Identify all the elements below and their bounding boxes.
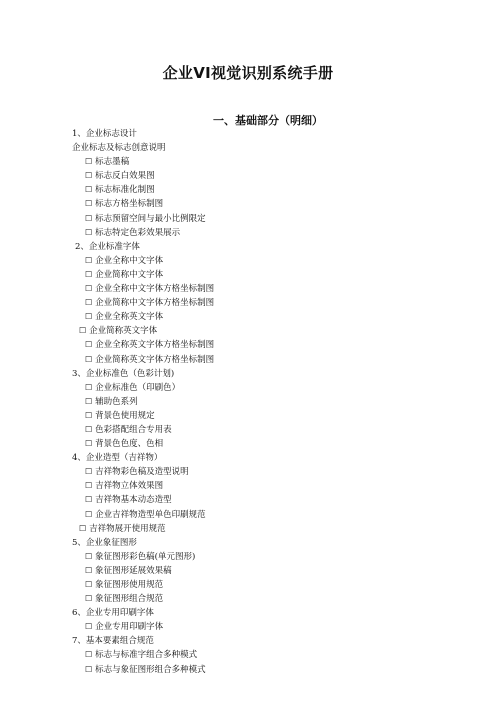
checkbox-icon: ☐ <box>85 495 93 505</box>
line-text: 企业标准色（印刷色） <box>95 382 181 393</box>
checklist-item <box>0 338 496 352</box>
checklist-item <box>0 493 496 507</box>
checkbox-icon: ☐ <box>85 354 93 364</box>
page-title: 企业VI视觉识别系统手册 <box>162 64 334 82</box>
line-text: 吉祥物彩色稿及造型说明 <box>95 467 189 478</box>
line-text: 标志反白效果图 <box>95 171 155 182</box>
checklist-item <box>0 169 496 183</box>
checkbox-icon: ☐ <box>85 650 93 660</box>
outline-heading <box>0 141 496 155</box>
line-text: 企业专用印刷字体 <box>95 622 164 633</box>
checklist-item <box>0 296 496 310</box>
checkbox-icon: ☐ <box>85 396 93 406</box>
line-text: 标志标准化制图 <box>95 185 155 196</box>
checkbox-icon: ☐ <box>85 340 93 350</box>
outline-heading <box>0 634 496 648</box>
outline-heading <box>0 127 496 141</box>
outline-heading <box>0 536 496 550</box>
checklist-item <box>0 310 496 324</box>
checkbox-icon: ☐ <box>85 509 93 519</box>
line-text: 2、企业标准字体 <box>75 241 140 252</box>
checklist-item <box>0 578 496 592</box>
checkbox-icon: ☐ <box>85 255 93 265</box>
checklist-item <box>0 183 496 197</box>
checkbox-icon: ☐ <box>85 424 93 434</box>
line-text: 企业简称中文字体 <box>95 269 164 280</box>
line-text: 色彩搭配组合专用表 <box>95 424 172 435</box>
checkbox-icon: ☐ <box>85 580 93 589</box>
checklist-item <box>0 381 496 395</box>
line-text: 标志墨稿 <box>95 157 130 168</box>
outline-heading <box>0 606 496 620</box>
checkbox-icon: ☐ <box>85 594 93 604</box>
line-text: 标志与标准字组合多种模式 <box>95 650 198 661</box>
line-text: 1、企业标志设计 <box>72 129 137 139</box>
line-text: 吉祥物立体效果图 <box>95 481 164 492</box>
line-text: 企业全称中文字体 <box>95 255 164 266</box>
checklist-item <box>0 395 496 409</box>
checkbox-icon: ☐ <box>85 382 93 392</box>
checklist-item <box>0 479 496 493</box>
checklist-item <box>0 268 496 282</box>
line-text: 5、企业象征图形 <box>72 537 137 548</box>
line-text: 象征图形彩色稿(单元图形) <box>95 551 196 562</box>
checkbox-icon: ☐ <box>85 467 93 477</box>
line-text: 6、企业专用印刷字体 <box>72 608 154 619</box>
checkbox-icon: ☐ <box>85 199 93 209</box>
checkbox-icon: ☐ <box>85 185 93 195</box>
checkbox-icon: ☐ <box>85 157 93 167</box>
line-text: 7、基本要素组合规范 <box>72 636 154 647</box>
line-text: 3、企业标准色（色彩计划) <box>72 368 175 379</box>
checkbox-icon: ☐ <box>79 523 87 533</box>
line-text: 企业简称英文字体方格坐标制图 <box>95 354 215 365</box>
line-text: 企业全称中文字体方格坐标制图 <box>95 284 215 295</box>
line-text: 4、企业造型（吉祥物） <box>72 453 163 464</box>
line-text: 企业全称英文字体方格坐标制图 <box>95 340 215 351</box>
checklist-item <box>0 212 496 226</box>
checklist-item <box>0 197 496 211</box>
checkbox-icon: ☐ <box>85 439 93 449</box>
outline-heading <box>0 240 496 254</box>
checklist-item <box>0 620 496 634</box>
checklist-item <box>0 226 496 240</box>
line-text: 企业全称英文字体 <box>95 312 164 323</box>
checkbox-icon: ☐ <box>85 269 93 279</box>
checklist-item <box>0 324 496 338</box>
line-text: 企业简称英文字体 <box>89 326 158 337</box>
checklist-item <box>0 155 496 169</box>
checklist-item <box>0 522 496 536</box>
checkbox-icon: ☐ <box>85 284 93 294</box>
line-text: 标志方格坐标制图 <box>95 199 164 210</box>
checkbox-icon: ☐ <box>85 410 93 420</box>
checklist-item <box>0 254 496 268</box>
line-text: 象征图形组合规范 <box>95 594 164 605</box>
checklist-item <box>0 282 496 296</box>
checklist-item <box>0 423 496 437</box>
line-text: 企业标志及标志创意说明 <box>72 143 166 154</box>
line-text: 标志预留空间与最小比例限定 <box>95 213 206 224</box>
checklist-item <box>0 353 496 367</box>
line-text: 背景色使用规定 <box>95 410 155 421</box>
line-text: 企业吉祥物造型单色印刷规范 <box>95 509 206 520</box>
checklist-item <box>0 648 496 662</box>
line-text: 吉祥物展开使用规范 <box>89 523 166 534</box>
checkbox-icon: ☐ <box>85 664 93 674</box>
checklist-item <box>0 465 496 479</box>
line-text: 象征图形使用规范 <box>95 580 164 590</box>
line-text: 吉祥物基本动态造型 <box>95 495 172 506</box>
section-title: 一、基础部分（明细） <box>213 114 323 127</box>
checklist-item <box>0 409 496 423</box>
checkbox-icon: ☐ <box>85 565 93 575</box>
checklist-item <box>0 437 496 451</box>
checkbox-icon: ☐ <box>79 326 87 336</box>
checklist-item <box>0 564 496 578</box>
checkbox-icon: ☐ <box>85 298 93 308</box>
checkbox-icon: ☐ <box>85 213 93 223</box>
line-text: 标志与象征图形组合多种模式 <box>95 664 206 675</box>
outline-list <box>0 127 496 677</box>
outline-heading <box>0 451 496 465</box>
line-text: 象征图形延展效果稿 <box>95 565 172 576</box>
checkbox-icon: ☐ <box>85 227 93 237</box>
checklist-item <box>0 508 496 522</box>
checkbox-icon: ☐ <box>85 551 93 561</box>
line-text: 标志特定色彩效果展示 <box>95 227 181 238</box>
line-text: 辅助色系列 <box>95 396 138 407</box>
checkbox-icon: ☐ <box>85 171 93 181</box>
checkbox-icon: ☐ <box>85 622 93 632</box>
checklist-item <box>0 592 496 606</box>
checkbox-icon: ☐ <box>85 481 93 491</box>
outline-heading <box>0 367 496 381</box>
checklist-item <box>0 550 496 564</box>
checkbox-icon: ☐ <box>85 312 93 322</box>
line-text: 背景色色度、色相 <box>95 439 164 450</box>
line-text: 企业简称中文字体方格坐标制图 <box>95 298 215 309</box>
checklist-item <box>0 663 496 677</box>
